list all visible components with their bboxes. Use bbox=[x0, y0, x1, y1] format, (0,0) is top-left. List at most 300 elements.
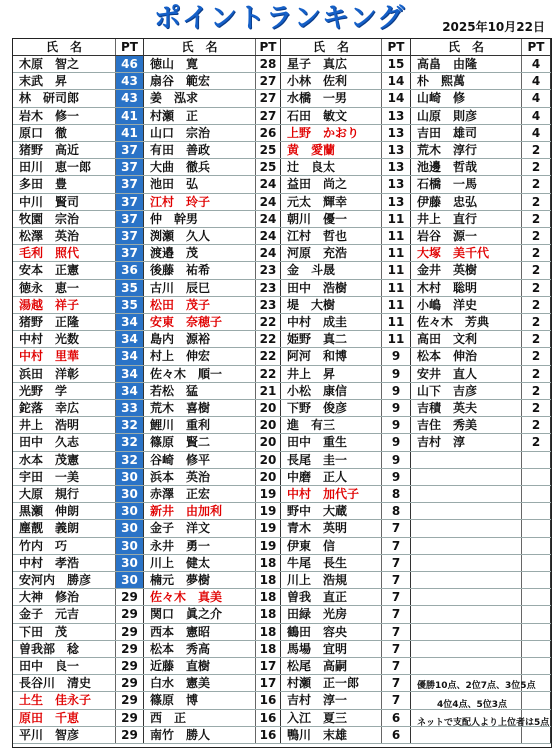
player-name: 島内 源裕 bbox=[144, 331, 256, 347]
player-points: 4 bbox=[522, 73, 551, 89]
player-points: 11 bbox=[382, 262, 411, 278]
table-row bbox=[281, 572, 411, 589]
player-points: 32 bbox=[116, 434, 144, 450]
table-row bbox=[411, 366, 551, 383]
player-points: 23 bbox=[256, 280, 281, 296]
player-points: 13 bbox=[382, 194, 411, 210]
player-name: 松本 伸治 bbox=[411, 348, 522, 364]
table-row bbox=[281, 366, 411, 383]
player-name: 益田 尚之 bbox=[281, 176, 382, 192]
player-points: 9 bbox=[382, 366, 411, 382]
table-row bbox=[144, 348, 281, 365]
player-name: 黒瀬 伸朗 bbox=[13, 503, 116, 519]
table-row bbox=[144, 125, 281, 142]
player-points: 18 bbox=[256, 555, 281, 571]
player-points bbox=[522, 727, 551, 743]
player-points: 30 bbox=[116, 572, 144, 588]
player-points: 20 bbox=[256, 452, 281, 468]
player-points: 2 bbox=[522, 245, 551, 261]
player-points: 29 bbox=[116, 727, 144, 743]
player-points bbox=[522, 606, 551, 622]
table-row bbox=[13, 727, 144, 744]
player-name: 竹内 巧 bbox=[13, 538, 116, 554]
player-name: 元太 輝幸 bbox=[281, 194, 382, 210]
player-name: 井上 直行 bbox=[411, 211, 522, 227]
player-name: 田中 浩樹 bbox=[281, 280, 382, 296]
table-row bbox=[13, 73, 144, 90]
player-points: 13 bbox=[382, 142, 411, 158]
player-name: 長谷川 清史 bbox=[13, 675, 116, 691]
player-name: 篠原 博 bbox=[144, 692, 256, 708]
player-name: 大塚 美千代 bbox=[411, 245, 522, 261]
table-row bbox=[281, 125, 411, 142]
player-name: 吉田 雄司 bbox=[411, 125, 522, 141]
table-row bbox=[144, 400, 281, 417]
player-name bbox=[411, 469, 522, 485]
table-row bbox=[144, 606, 281, 623]
table-row bbox=[13, 228, 144, 245]
player-name: 朝川 優一 bbox=[281, 211, 382, 227]
player-points: 29 bbox=[116, 624, 144, 640]
player-name: 白水 憲美 bbox=[144, 675, 256, 691]
name-header: 氏 名 bbox=[281, 39, 382, 55]
table-row bbox=[144, 658, 281, 675]
table-row bbox=[281, 641, 411, 658]
player-points: 29 bbox=[116, 641, 144, 657]
table-row bbox=[144, 159, 281, 176]
player-points: 7 bbox=[382, 692, 411, 708]
player-name: 金井 英樹 bbox=[411, 262, 522, 278]
player-name: 中村 里華 bbox=[13, 348, 116, 364]
table-row bbox=[411, 314, 551, 331]
player-points: 37 bbox=[116, 211, 144, 227]
player-name: 下田 茂 bbox=[13, 624, 116, 640]
table-row bbox=[411, 434, 551, 451]
column-header bbox=[411, 39, 551, 56]
player-name: 古川 辰巳 bbox=[144, 280, 256, 296]
player-name: 姫野 真二 bbox=[281, 331, 382, 347]
player-points: 20 bbox=[256, 400, 281, 416]
table-row bbox=[144, 434, 281, 451]
ranking-column bbox=[281, 39, 411, 747]
player-points: 14 bbox=[382, 73, 411, 89]
table-row bbox=[281, 176, 411, 193]
player-points: 18 bbox=[256, 572, 281, 588]
player-name: 塵靓 義朗 bbox=[13, 520, 116, 536]
player-name bbox=[411, 589, 522, 605]
player-name: 中磨 正人 bbox=[281, 469, 382, 485]
player-name: 石橋 一馬 bbox=[411, 176, 522, 192]
player-name: 河原 充浩 bbox=[281, 245, 382, 261]
player-name: 永井 勇一 bbox=[144, 538, 256, 554]
table-row bbox=[281, 108, 411, 125]
table-row bbox=[411, 727, 551, 744]
table-row bbox=[13, 538, 144, 555]
player-points: 9 bbox=[382, 348, 411, 364]
table-row bbox=[13, 710, 144, 727]
player-name: 伊藤 忠弘 bbox=[411, 194, 522, 210]
player-points: 27 bbox=[256, 90, 281, 106]
player-points: 30 bbox=[116, 538, 144, 554]
player-name: 江村 哲也 bbox=[281, 228, 382, 244]
player-points: 16 bbox=[256, 727, 281, 743]
name-header: 氏 名 bbox=[13, 39, 116, 55]
player-points: 2 bbox=[522, 331, 551, 347]
table-row bbox=[411, 194, 551, 211]
player-name bbox=[411, 538, 522, 554]
player-name: 進 有三 bbox=[281, 417, 382, 433]
player-name: 徳永 恵一 bbox=[13, 280, 116, 296]
player-points: 11 bbox=[382, 297, 411, 313]
player-name: 安東 奈穂子 bbox=[144, 314, 256, 330]
player-name: 西本 憲昭 bbox=[144, 624, 256, 640]
table-row bbox=[411, 606, 551, 623]
player-name: 小林 佐利 bbox=[281, 73, 382, 89]
table-row bbox=[281, 469, 411, 486]
player-name: 西 正 bbox=[144, 710, 256, 726]
player-points: 18 bbox=[256, 606, 281, 622]
player-points bbox=[522, 589, 551, 605]
player-points: 29 bbox=[116, 606, 144, 622]
player-name: 佐々木 順一 bbox=[144, 366, 256, 382]
player-points: 30 bbox=[116, 520, 144, 536]
player-points: 7 bbox=[382, 538, 411, 554]
player-points: 41 bbox=[116, 125, 144, 141]
table-row bbox=[13, 555, 144, 572]
player-points: 19 bbox=[256, 503, 281, 519]
player-name: 谷崎 修平 bbox=[144, 452, 256, 468]
player-name: 中村 成圭 bbox=[281, 314, 382, 330]
player-name: 鉈落 幸広 bbox=[13, 400, 116, 416]
player-points: 30 bbox=[116, 486, 144, 502]
player-points: 34 bbox=[116, 331, 144, 347]
player-name bbox=[411, 624, 522, 640]
player-points bbox=[522, 486, 551, 502]
table-row bbox=[13, 331, 144, 348]
player-name: 浜本 英治 bbox=[144, 469, 256, 485]
player-name: 伊東 信 bbox=[281, 538, 382, 554]
table-row bbox=[411, 641, 551, 658]
player-points: 20 bbox=[256, 417, 281, 433]
player-name: 佐々木 芳典 bbox=[411, 314, 522, 330]
player-points: 4 bbox=[522, 108, 551, 124]
table-row bbox=[411, 211, 551, 228]
player-name bbox=[411, 606, 522, 622]
player-name: 曽我 直正 bbox=[281, 589, 382, 605]
table-row bbox=[13, 692, 144, 709]
player-points: 33 bbox=[116, 400, 144, 416]
player-name: 村上 伸宏 bbox=[144, 348, 256, 364]
player-points: 2 bbox=[522, 434, 551, 450]
player-name: 井上 浩明 bbox=[13, 417, 116, 433]
player-name: 安河内 勝彦 bbox=[13, 572, 116, 588]
player-name: 猪野 高近 bbox=[13, 142, 116, 158]
table-row bbox=[281, 262, 411, 279]
table-row bbox=[281, 606, 411, 623]
player-points: 21 bbox=[256, 383, 281, 399]
player-name: 牧園 宗治 bbox=[13, 211, 116, 227]
table-row bbox=[411, 331, 551, 348]
table-row bbox=[411, 125, 551, 142]
table-row bbox=[13, 280, 144, 297]
table-row bbox=[13, 624, 144, 641]
table-row bbox=[13, 606, 144, 623]
player-points: 2 bbox=[522, 280, 551, 296]
player-points: 2 bbox=[522, 314, 551, 330]
table-row bbox=[411, 624, 551, 641]
table-row bbox=[281, 727, 411, 744]
player-name: 南竹 勝人 bbox=[144, 727, 256, 743]
player-name: 青木 英明 bbox=[281, 520, 382, 536]
player-points: 2 bbox=[522, 228, 551, 244]
table-row bbox=[13, 434, 144, 451]
table-row bbox=[281, 228, 411, 245]
table-row bbox=[13, 262, 144, 279]
table-row bbox=[281, 245, 411, 262]
table-row bbox=[281, 56, 411, 73]
table-row bbox=[281, 90, 411, 107]
table-row bbox=[411, 142, 551, 159]
player-points: 2 bbox=[522, 348, 551, 364]
table-row bbox=[411, 555, 551, 572]
table-row bbox=[13, 245, 144, 262]
player-points: 7 bbox=[382, 658, 411, 674]
table-row bbox=[13, 125, 144, 142]
pt-header: PT bbox=[116, 39, 144, 55]
name-header: 氏 名 bbox=[411, 39, 522, 55]
table-row bbox=[13, 383, 144, 400]
table-row bbox=[411, 176, 551, 193]
player-name bbox=[411, 520, 522, 536]
player-points: 29 bbox=[116, 675, 144, 691]
player-name: 仲 幹男 bbox=[144, 211, 256, 227]
player-points: 2 bbox=[522, 297, 551, 313]
table-row bbox=[144, 228, 281, 245]
table-row bbox=[144, 692, 281, 709]
player-points: 32 bbox=[116, 417, 144, 433]
player-points: 22 bbox=[256, 366, 281, 382]
table-row bbox=[411, 56, 551, 73]
player-name bbox=[411, 452, 522, 468]
player-points: 34 bbox=[116, 366, 144, 382]
player-points: 19 bbox=[256, 520, 281, 536]
player-points: 32 bbox=[116, 452, 144, 468]
table-row bbox=[411, 245, 551, 262]
player-points: 37 bbox=[116, 176, 144, 192]
player-points: 13 bbox=[382, 159, 411, 175]
player-points: 24 bbox=[256, 194, 281, 210]
player-name bbox=[411, 555, 522, 571]
table-row bbox=[144, 90, 281, 107]
player-points: 26 bbox=[256, 125, 281, 141]
player-points: 4 bbox=[522, 90, 551, 106]
table-row bbox=[411, 452, 551, 469]
player-name: 松本 秀高 bbox=[144, 641, 256, 657]
player-name: 池田 弘 bbox=[144, 176, 256, 192]
table-row bbox=[411, 383, 551, 400]
player-points: 30 bbox=[116, 503, 144, 519]
player-name: 楠元 夢樹 bbox=[144, 572, 256, 588]
player-name: 原口 徹 bbox=[13, 125, 116, 141]
player-name: 原田 千恵 bbox=[13, 710, 116, 726]
player-points: 37 bbox=[116, 142, 144, 158]
table-row bbox=[144, 555, 281, 572]
player-points: 11 bbox=[382, 228, 411, 244]
player-name: 大原 規行 bbox=[13, 486, 116, 502]
ranking-column bbox=[13, 39, 144, 747]
player-points: 2 bbox=[522, 417, 551, 433]
player-name: 大神 修治 bbox=[13, 589, 116, 605]
player-name: 水橋 一男 bbox=[281, 90, 382, 106]
table-row bbox=[13, 348, 144, 365]
player-points: 34 bbox=[116, 314, 144, 330]
player-points: 11 bbox=[382, 331, 411, 347]
player-name: 曽我部 稔 bbox=[13, 641, 116, 657]
player-points: 2 bbox=[522, 262, 551, 278]
player-name: 有田 善政 bbox=[144, 142, 256, 158]
table-row bbox=[411, 262, 551, 279]
player-points: 34 bbox=[116, 383, 144, 399]
player-points: 20 bbox=[256, 434, 281, 450]
player-points: 7 bbox=[382, 520, 411, 536]
player-name: 荒木 喜樹 bbox=[144, 400, 256, 416]
player-points bbox=[522, 555, 551, 571]
table-row bbox=[144, 417, 281, 434]
player-points: 34 bbox=[116, 348, 144, 364]
table-row bbox=[281, 194, 411, 211]
player-points: 13 bbox=[382, 125, 411, 141]
player-points: 2 bbox=[522, 159, 551, 175]
player-points bbox=[522, 624, 551, 640]
table-row bbox=[281, 211, 411, 228]
table-row bbox=[144, 469, 281, 486]
table-row bbox=[144, 108, 281, 125]
column-header bbox=[144, 39, 281, 56]
table-row bbox=[13, 641, 144, 658]
player-name: 岩木 修一 bbox=[13, 108, 116, 124]
player-points: 28 bbox=[256, 56, 281, 72]
player-name: 松田 茂子 bbox=[144, 297, 256, 313]
player-name: 鯉川 重利 bbox=[144, 417, 256, 433]
player-name: 池邊 哲哉 bbox=[411, 159, 522, 175]
player-name: 徳山 寛 bbox=[144, 56, 256, 72]
table-row bbox=[144, 280, 281, 297]
player-name: 高田 文利 bbox=[411, 331, 522, 347]
player-points: 9 bbox=[382, 383, 411, 399]
table-row bbox=[411, 280, 551, 297]
player-name: 光野 学 bbox=[13, 383, 116, 399]
player-name bbox=[411, 486, 522, 502]
player-name: 松澤 英治 bbox=[13, 228, 116, 244]
player-name: 石田 敏文 bbox=[281, 108, 382, 124]
table-row bbox=[281, 348, 411, 365]
player-name: 渕瀬 久人 bbox=[144, 228, 256, 244]
table-row bbox=[281, 142, 411, 159]
table-row bbox=[411, 73, 551, 90]
table-row bbox=[281, 297, 411, 314]
column-header bbox=[281, 39, 411, 56]
player-points: 35 bbox=[116, 280, 144, 296]
table-row bbox=[13, 400, 144, 417]
player-points: 11 bbox=[382, 211, 411, 227]
player-name: 水本 茂憲 bbox=[13, 452, 116, 468]
pt-header: PT bbox=[256, 39, 281, 55]
table-row bbox=[281, 280, 411, 297]
player-name: 小嶋 洋史 bbox=[411, 297, 522, 313]
player-name: 田川 恵一郎 bbox=[13, 159, 116, 175]
player-name: 辻 良太 bbox=[281, 159, 382, 175]
player-points bbox=[522, 469, 551, 485]
table-row bbox=[411, 108, 551, 125]
table-row bbox=[281, 314, 411, 331]
player-points: 23 bbox=[256, 297, 281, 313]
table-row bbox=[144, 297, 281, 314]
player-name: 松尾 高嗣 bbox=[281, 658, 382, 674]
table-row bbox=[144, 589, 281, 606]
player-points: 2 bbox=[522, 366, 551, 382]
player-points bbox=[522, 520, 551, 536]
player-points: 22 bbox=[256, 348, 281, 364]
table-row bbox=[144, 675, 281, 692]
player-name: 若松 猛 bbox=[144, 383, 256, 399]
table-row bbox=[411, 400, 551, 417]
player-points: 27 bbox=[256, 108, 281, 124]
player-name: 鴨川 末雄 bbox=[281, 727, 382, 743]
player-name: 吉村 淳一 bbox=[281, 692, 382, 708]
player-name: 木村 聡明 bbox=[411, 280, 522, 296]
table-row bbox=[411, 469, 551, 486]
table-row bbox=[144, 383, 281, 400]
player-name: 井上 昇 bbox=[281, 366, 382, 382]
player-name: 牛尾 長生 bbox=[281, 555, 382, 571]
player-points: 2 bbox=[522, 211, 551, 227]
player-points bbox=[522, 572, 551, 588]
table-row bbox=[144, 486, 281, 503]
player-points: 18 bbox=[256, 589, 281, 605]
player-points: 2 bbox=[522, 194, 551, 210]
player-name bbox=[411, 503, 522, 519]
player-points: 24 bbox=[256, 245, 281, 261]
player-name: 宇田 一美 bbox=[13, 469, 116, 485]
player-name: 堤 大樹 bbox=[281, 297, 382, 313]
table-row bbox=[144, 366, 281, 383]
player-points: 11 bbox=[382, 245, 411, 261]
player-points: 23 bbox=[256, 262, 281, 278]
player-points: 14 bbox=[382, 90, 411, 106]
player-points: 24 bbox=[256, 211, 281, 227]
player-points: 7 bbox=[382, 675, 411, 691]
player-name: 山下 吉彦 bbox=[411, 383, 522, 399]
player-name: 吉村 淳 bbox=[411, 434, 522, 450]
player-name: 朴 熙萬 bbox=[411, 73, 522, 89]
player-points: 8 bbox=[382, 503, 411, 519]
player-points: 17 bbox=[256, 675, 281, 691]
player-points: 20 bbox=[256, 469, 281, 485]
player-points: 6 bbox=[382, 710, 411, 726]
player-points: 29 bbox=[116, 658, 144, 674]
scoring-note: 4位4点、5位3点 bbox=[437, 700, 508, 711]
player-points bbox=[522, 503, 551, 519]
player-name: 篠原 賢二 bbox=[144, 434, 256, 450]
table-row bbox=[144, 538, 281, 555]
table-row bbox=[144, 56, 281, 73]
player-name: 吉積 英夫 bbox=[411, 400, 522, 416]
table-row bbox=[411, 538, 551, 555]
ranking-column bbox=[411, 39, 551, 747]
table-row bbox=[13, 314, 144, 331]
player-name bbox=[411, 572, 522, 588]
player-name: 吉住 秀美 bbox=[411, 417, 522, 433]
